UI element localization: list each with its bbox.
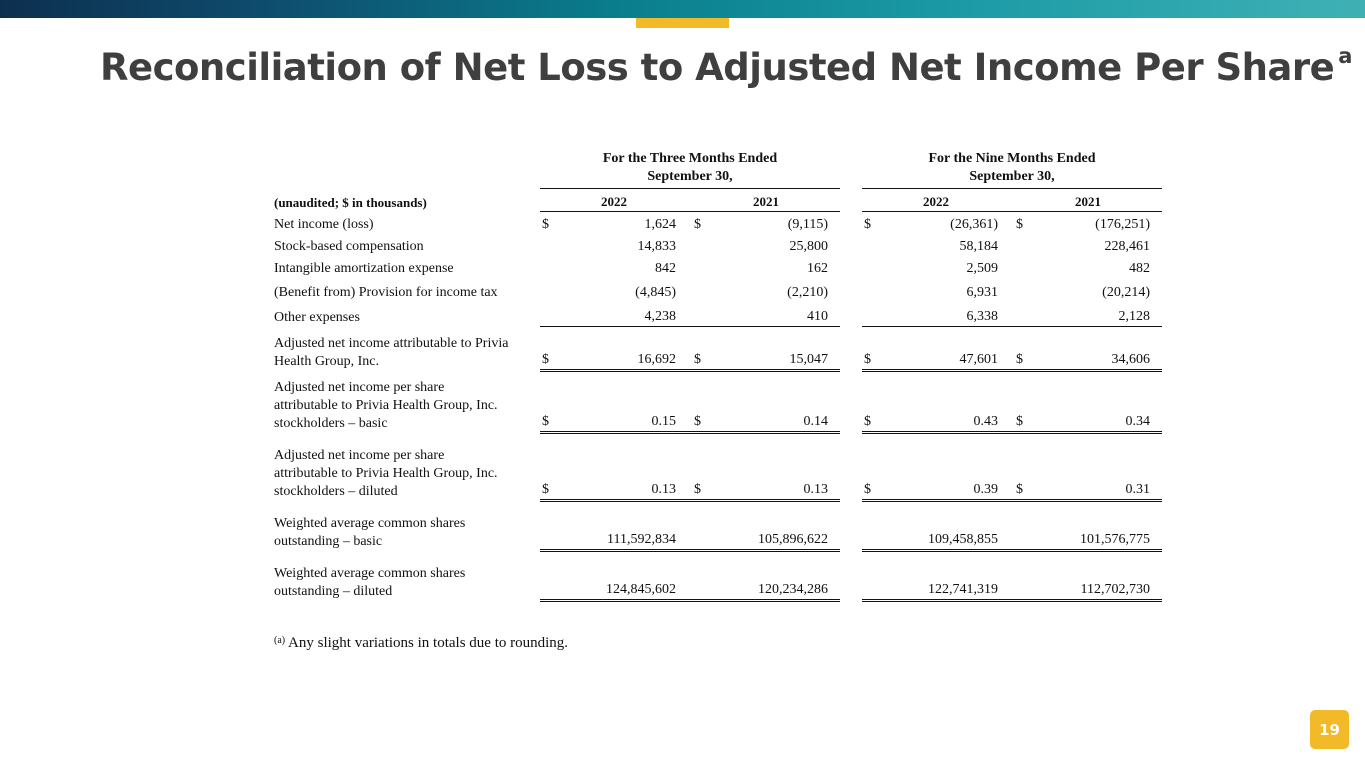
currency-sign: $ [1014,433,1040,501]
value-cell: 228,461 [1104,239,1150,254]
currency-sign: $ [540,327,566,371]
value-cell: 58,184 [959,239,998,254]
value-cell: 47,601 [888,327,1010,371]
currency-sign: $ [1014,327,1040,371]
table-row [270,212,1162,235]
value-cell: 0.15 [566,371,688,433]
value-cell: 109,458,855 [888,501,1010,551]
table-row [270,551,1162,601]
currency-sign: $ [540,371,566,433]
year-nine-2022: 2022 [862,189,1010,212]
value-cell: 0.14 [718,371,840,433]
currency-sign: $ [862,327,888,371]
value-cell: 162 [807,261,828,276]
currency-sign: $ [540,433,566,501]
footnote-text: Any slight variations in totals due to rounding. [288,635,569,651]
value-cell: 482 [1129,261,1150,276]
currency-sign: $ [692,433,718,501]
header-gradient-bar [0,0,1365,18]
value-cell: 14,833 [637,239,676,254]
footnote [274,635,568,652]
currency-sign: $ [692,212,718,235]
nine-months-header: For the Nine Months Ended September 30, [928,151,1096,184]
value-cell: 15,047 [718,327,840,371]
value-cell: (176,251) [1040,212,1162,235]
row-label: Adjusted net income attributable to Privia Health Group, Inc. [274,335,509,369]
value-cell: 2,128 [1040,302,1162,327]
title-text: Reconciliation of Net Loss to Adjusted Net Income Per Share [100,46,1335,89]
value-cell: 105,896,622 [718,501,840,551]
value-cell: (26,361) [888,212,1010,235]
table-row [270,327,1162,371]
value-cell: 34,606 [1040,327,1162,371]
value-cell: 0.31 [1040,433,1162,501]
table-row [270,433,1162,501]
value-cell: 4,238 [566,302,688,327]
three-months-header: For the Three Months Ended September 30, [602,151,778,184]
value-cell: 6,931 [966,285,998,300]
currency-sign: $ [862,433,888,501]
row-label: Weighted average common shares outstanding – diluted [274,565,466,599]
value-cell: (20,214) [1102,285,1150,300]
currency-sign: $ [540,212,566,235]
value-cell: 0.34 [1040,371,1162,433]
unit-label: (unaudited; $ in thousands) [274,194,427,210]
reconciliation-table [270,150,1162,602]
period-header-row [270,150,1162,189]
table-row [270,234,1162,256]
value-cell: 0.13 [566,433,688,501]
title-superscript: a [1338,43,1352,68]
row-label: (Benefit from) Provision for income tax [274,285,498,300]
value-cell: 111,592,834 [566,501,688,551]
row-label: Other expenses [274,309,360,325]
page-number-badge: 19 [1310,710,1349,749]
value-cell: 1,624 [566,212,688,235]
row-label: Stock-based compensation [274,239,424,254]
currency-sign: $ [862,212,888,235]
footnote-marker: (a) [274,635,286,646]
row-label: Adjusted net income per share attributable to Privia Health Group, Inc. stockholders – basic [274,379,498,431]
value-cell: 0.43 [888,371,1010,433]
year-three-2022: 2022 [540,189,688,212]
table-row [270,501,1162,551]
currency-sign: $ [1014,212,1040,235]
value-cell: (2,210) [787,285,828,300]
value-cell: 124,845,602 [566,551,688,601]
year-nine-2021: 2021 [1014,189,1162,212]
value-cell: (9,115) [718,212,840,235]
table-row [270,302,1162,327]
accent-tab [636,18,729,28]
value-cell: 0.13 [718,433,840,501]
value-cell: 25,800 [789,239,828,254]
value-cell: 6,338 [888,302,1010,327]
year-three-2021: 2021 [692,189,840,212]
table-row [270,278,1162,302]
row-label: Net income (loss) [274,217,374,232]
currency-sign: $ [1014,371,1040,433]
value-cell: 122,741,319 [888,551,1010,601]
value-cell: 410 [718,302,840,327]
value-cell: 2,509 [966,261,998,276]
value-cell: 101,576,775 [1040,501,1162,551]
currency-sign: $ [692,327,718,371]
currency-sign: $ [862,371,888,433]
page-title [100,43,1352,89]
year-header-row [270,189,1162,212]
value-cell: 16,692 [566,327,688,371]
table-row [270,256,1162,278]
row-label: Adjusted net income per share attributable to Privia Health Group, Inc. stockholders – diluted [274,447,498,499]
value-cell: 112,702,730 [1040,551,1162,601]
value-cell: (4,845) [635,285,676,300]
table-row [270,371,1162,433]
row-label: Weighted average common shares outstanding – basic [274,515,466,549]
currency-sign: $ [692,371,718,433]
value-cell: 120,234,286 [718,551,840,601]
value-cell: 0.39 [888,433,1010,501]
row-label: Intangible amortization expense [274,261,454,276]
value-cell: 842 [655,261,676,276]
